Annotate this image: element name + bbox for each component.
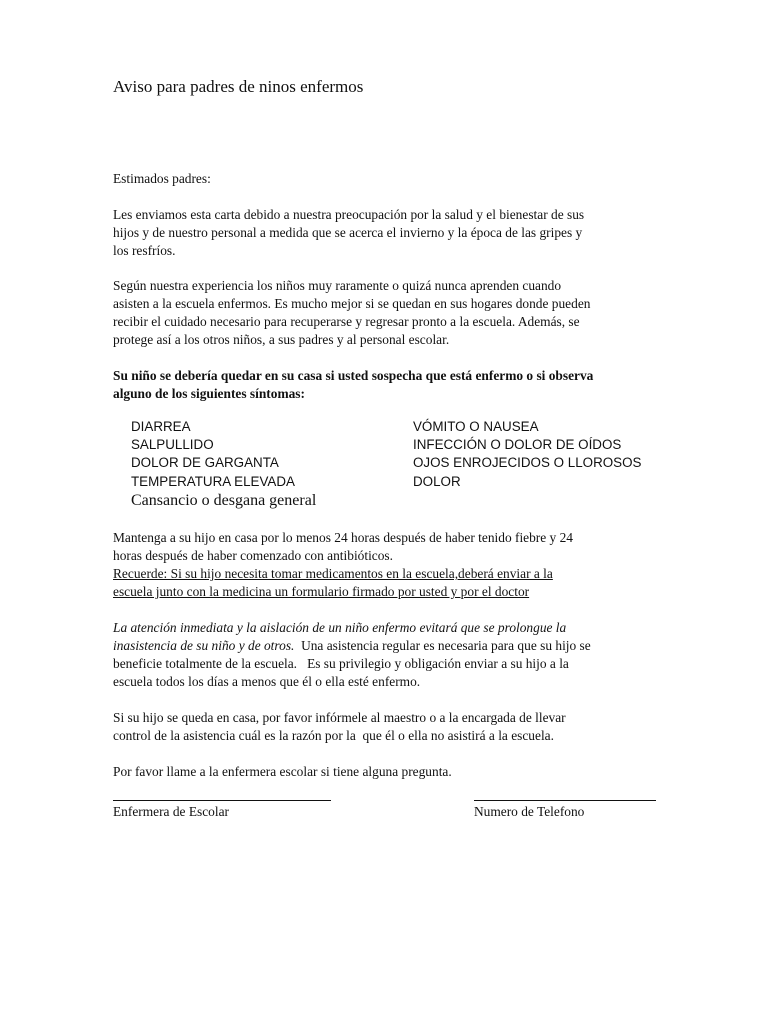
text-line: los resfríos. (113, 243, 176, 258)
text-line: beneficie totalmente de la escuela. Es su privilegio y obligación enviar a su hijo a la (113, 656, 569, 671)
signature-line (474, 800, 656, 801)
paragraph-experience (113, 277, 658, 349)
symptom-item: Cansancio o desgana general (131, 491, 317, 509)
text-line: recibir el cuidado necesario para recuperarse y regresar pronto a la escuela. Además, se (113, 314, 580, 329)
text-line: Su niño se debería quedar en su casa si usted sospecha que está enfermo o si observa (113, 368, 594, 383)
symptom-item: DIARREA (131, 419, 191, 434)
italic-text: inasistencia de su niño y de otros. (113, 638, 295, 653)
text-line: alguno de los siguientes síntomas: (113, 386, 305, 401)
signature-nurse (113, 800, 331, 821)
paragraph-notify (113, 709, 658, 745)
signature-line (113, 800, 331, 801)
paragraph-attendance (113, 619, 658, 691)
reminder-line: Recuerde: Si su hijo necesita tomar medicamentos en la escuela,deberá enviar a la (113, 566, 553, 581)
document-title: Aviso para padres de ninos enfermos (113, 77, 364, 96)
text-line: control de la asistencia cuál es la razón por la que él o ella no asistirá a la escuela. (113, 728, 554, 743)
symptom-item: DOLOR (413, 473, 461, 489)
symptom-item: VÓMITO O NAUSEA (413, 419, 539, 434)
text-line: horas después de haber comenzado con antibióticos. (113, 548, 393, 563)
salutation: Estimados padres: (113, 171, 211, 186)
text-line: hijos y de nuestro personal a medida que se acerca el invierno y la época de las gripes y (113, 225, 583, 240)
text-segment: Una asistencia regular es necesaria para que su hijo se (294, 638, 591, 653)
text-line: Les enviamos esta carta debido a nuestra preocupación por la salud y el bienestar de sus (113, 207, 585, 222)
paragraph-intro (113, 206, 658, 260)
text-line: Si su hijo se queda en casa, por favor infórmele al maestro o a la encargada de llevar (113, 710, 566, 725)
text-line: La atención inmediata y la aislación de un niño enfermo evitará que se prolongue la (113, 620, 567, 635)
signature-label: Numero de Telefono (474, 804, 585, 819)
paragraph-contact: Por favor llame a la enfermera escolar si tiene alguna pregunta. (113, 764, 452, 779)
text-line: Mantenga a su hijo en casa por lo menos 24 horas después de haber tenido fiebre y 24 (113, 530, 573, 545)
symptom-item: OJOS ENROJECIDOS O LLOROSOS (413, 455, 642, 471)
signature-label: Enfermera de Escolar (113, 804, 229, 819)
text-line: protege así a los otros niños, a sus padres y al personal escolar. (113, 332, 450, 347)
signature-phone (474, 800, 656, 821)
text-line: asisten a la escuela enfermos. Es mucho mejor si se quedan en sus hogares donde pueden (113, 296, 591, 311)
text-line: Según nuestra experiencia los niños muy raramente o quizá nunca aprenden cuando (113, 278, 562, 293)
symptom-item: INFECCIÓN O DOLOR DE OÍDOS (413, 437, 622, 453)
symptom-item: DOLOR DE GARGANTA (131, 455, 279, 471)
reminder-line: escuela junto con la medicina un formulario firmado por usted y por el doctor (113, 584, 530, 599)
symptom-item: TEMPERATURA ELEVADA (131, 473, 295, 489)
paragraph-fever (113, 529, 658, 601)
text-line-mixed (113, 637, 658, 655)
symptom-item: SALPULLIDO (131, 437, 214, 453)
symptoms-column-left (131, 418, 316, 511)
paragraph-symptoms-intro (113, 367, 658, 403)
symptoms-column-right (413, 418, 641, 491)
text-line: escuela todos los días a menos que él o ella esté enfermo. (113, 674, 421, 689)
